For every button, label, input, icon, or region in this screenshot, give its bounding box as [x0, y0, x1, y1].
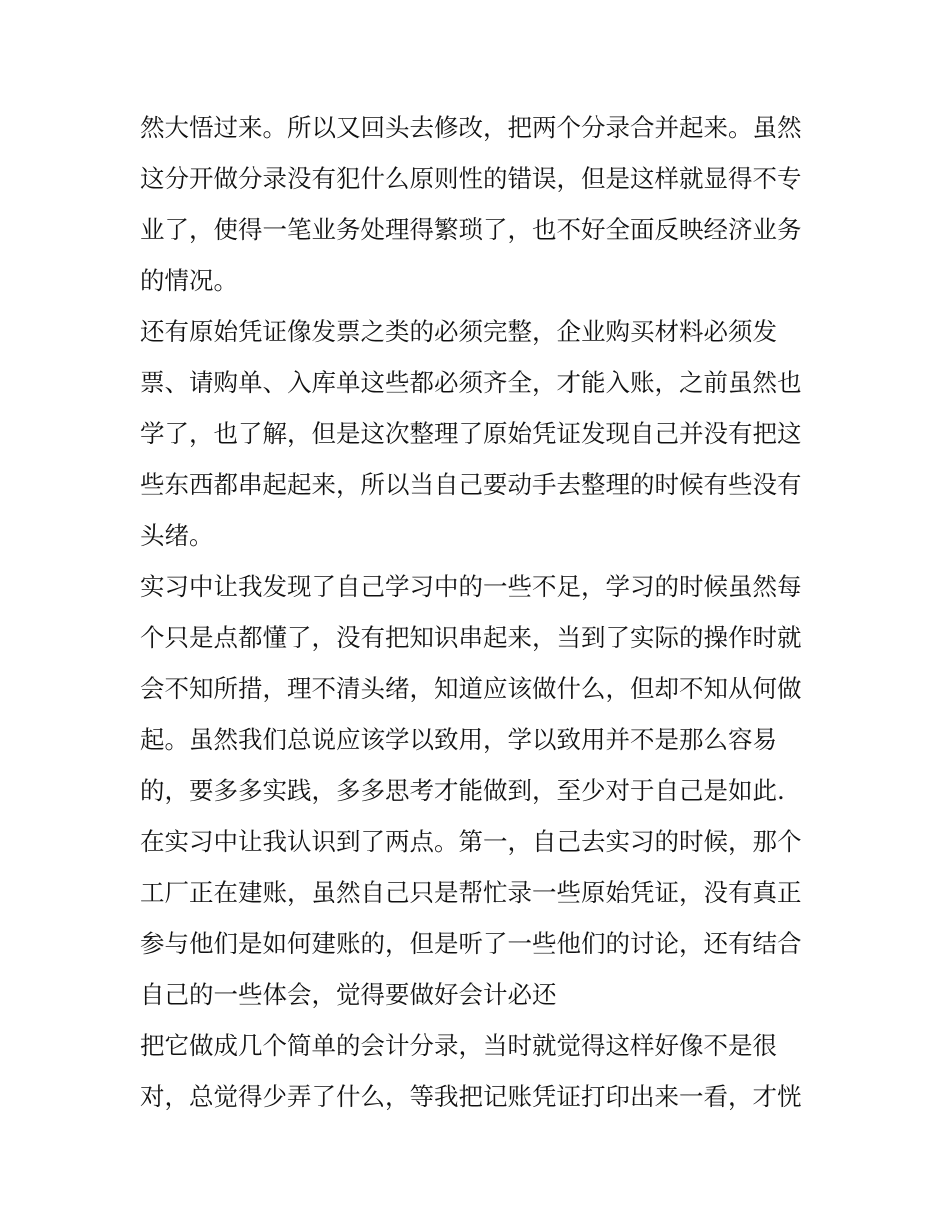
text-line: 对，总觉得少弄了什么，等我把记账凭证打印出来一看，才恍	[140, 1082, 802, 1111]
text-line: 业了，使得一笔业务处理得繁琐了，也不好全面反映经济业务	[140, 215, 802, 244]
text-line: 学了，也了解，但是这次整理了原始凭证发现自己并没有把这	[140, 419, 802, 448]
text-line: 些东西都串起起来，所以当自己要动手去整理的时候有些没有	[140, 470, 802, 499]
text-line: 参与他们是如何建账的，但是听了一些他们的讨论，还有结合	[140, 929, 802, 958]
text-line: 还有原始凭证像发票之类的必须完整，企业购买材料必须发	[140, 317, 777, 346]
text-line: 起。虽然我们总说应该学以致用，学以致用并不是那么容易	[140, 725, 777, 754]
text-line: 的，要多多实践，多多思考才能做到，至少对于自己是如此.	[140, 776, 785, 805]
text-line: 这分开做分录没有犯什么原则性的错误，但是这样就显得不专	[140, 164, 802, 193]
text-line: 个只是点都懂了，没有把知识串起来，当到了实际的操作时就	[140, 623, 802, 652]
text-line: 票、请购单、入库单这些都必须齐全，才能入账，之前虽然也	[140, 368, 802, 397]
text-line: 把它做成几个简单的会计分录，当时就觉得这样好像不是很	[140, 1031, 777, 1060]
text-line: 自己的一些体会，觉得要做好会计必还	[140, 980, 557, 1009]
text-line: 然大悟过来。所以又回头去修改，把两个分录合并起来。虽然	[140, 113, 802, 142]
text-line: 会不知所措，理不清头绪，知道应该做什么，但却不知从何做	[140, 674, 802, 703]
text-line: 头绪。	[140, 521, 214, 550]
text-line: 实习中让我发现了自己学习中的一些不足，学习的时候虽然每	[140, 572, 802, 601]
text-line: 在实习中让我认识到了两点。第一，自己去实习的时候，那个	[140, 827, 802, 856]
text-line: 的情况。	[140, 266, 238, 295]
text-line: 工厂正在建账，虽然自己只是帮忙录一些原始凭证，没有真正	[140, 878, 802, 907]
